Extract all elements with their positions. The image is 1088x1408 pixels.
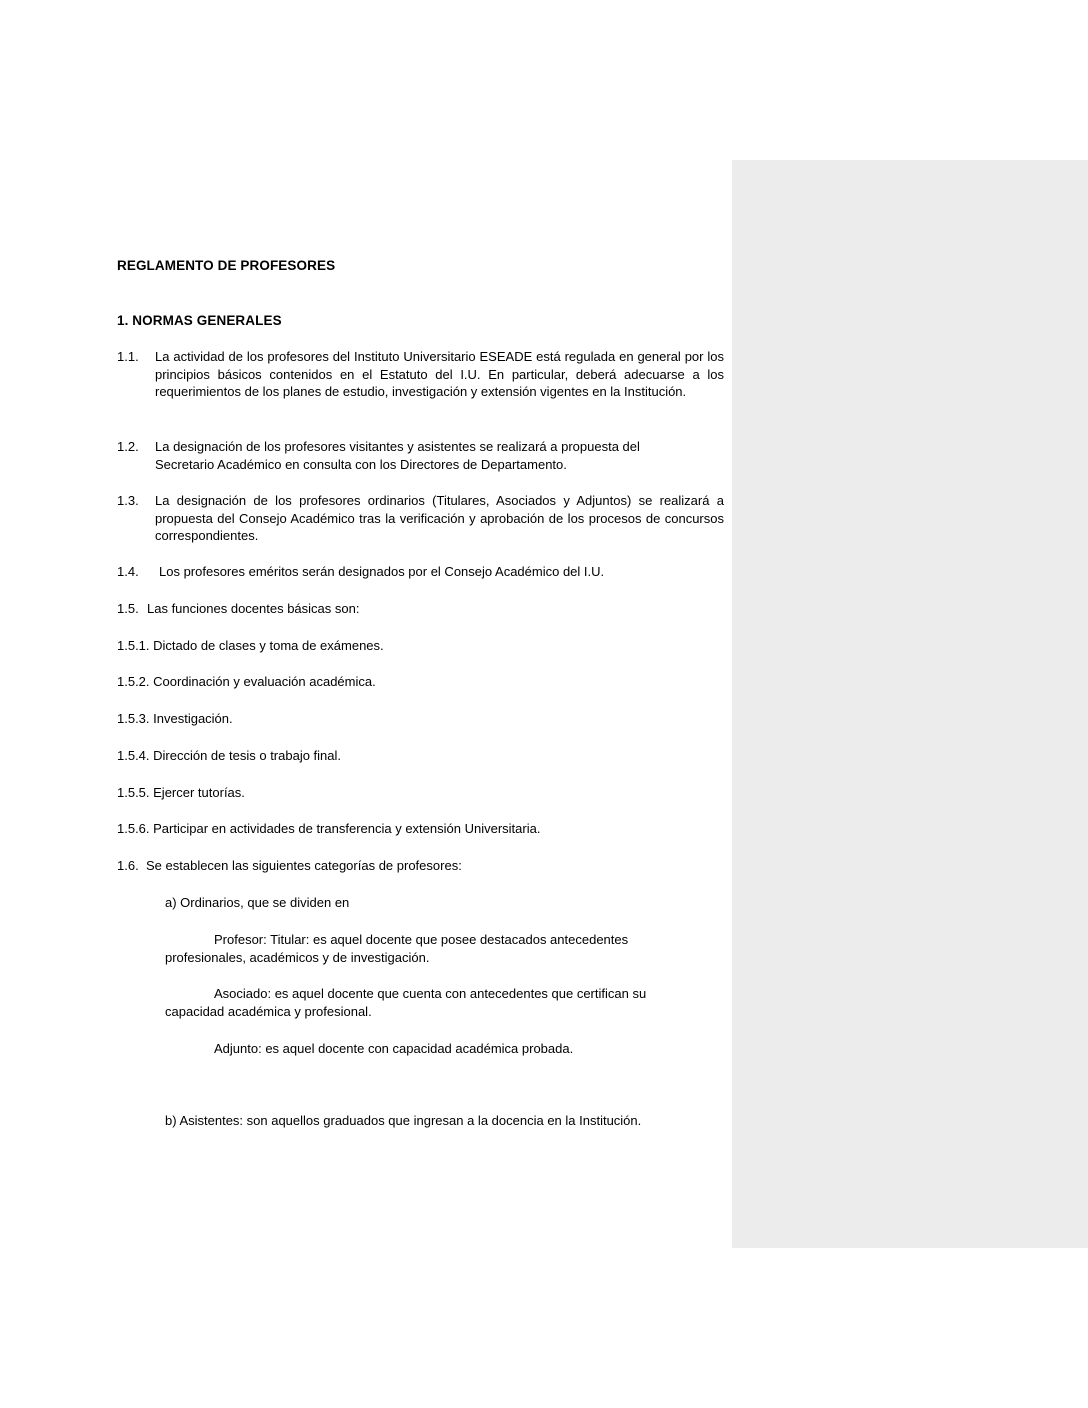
list-item [117,857,724,875]
function-item: 1.5.3. Investigación. [117,711,233,726]
list-item [117,438,724,473]
function-item: 1.5.2. Coordinación y evaluación académica. [117,674,376,689]
function-item: 1.5.1. Dictado de clases y toma de exámenes. [117,638,384,653]
category-adjunto: Adjunto: es aquel docente con capacidad académica probada. [214,1041,574,1056]
category-asociado: Asociado: es aquel docente que cuenta con antecedentes que certifican su capacidad académica y profesional. [165,986,647,1019]
item-text: Los profesores eméritos serán designados por el Consejo Académico del I.U. [159,564,605,579]
item-text: La designación de los profesores visitantes y asistentes se realizará a propuesta del Secretario Académico en consulta con los Directores de Departamento. [155,439,640,472]
item-number: 1.4. [117,564,139,579]
item-text: La actividad de los profesores del Instituto Universitario ESEADE está regulada en general por los principios básicos contenidos en el Estatuto del I.U. En particular, deberá adecuarse a los requerimientos de los planes de estudio, investigación y extensión vigentes en la Institución. [155,349,724,399]
ordinarios-intro: a) Ordinarios, que se dividen en [165,895,350,910]
list-item [117,492,724,545]
list-item [117,563,724,581]
function-item: 1.5.4. Dirección de tesis o trabajo final. [117,748,342,763]
item-text: Las funciones docentes básicas son: [147,601,360,616]
item-text: Se establecen las siguientes categorías de profesores: [146,858,462,873]
list-item [117,600,724,618]
item-number: 1.5. [117,601,139,616]
item-number: 1.2. [117,439,139,454]
category-titular: Profesor: Titular: es aquel docente que posee destacados antecedentes profesionales, académicos y de investigación. [165,932,629,965]
function-item: 1.5.5. Ejercer tutorías. [117,785,245,800]
document-title: REGLAMENTO DE PROFESORES [117,258,336,273]
item-text: La designación de los profesores ordinarios (Titulares, Asociados y Adjuntos) se realizará a propuesta del Consejo Académico tras la verificación y aprobación de los procesos de concursos correspondientes. [155,493,724,543]
comment-margin-pane [732,160,1088,1248]
list-item [117,348,724,401]
item-number: 1.1. [117,349,139,364]
function-item: 1.5.6. Participar en actividades de transferencia y extensión Universitaria. [117,821,541,836]
asistentes-item: b) Asistentes: son aquellos graduados que ingresan a la docencia en la Institución. [165,1113,642,1128]
section-heading: 1. NORMAS GENERALES [117,313,282,328]
item-number: 1.6. [117,858,139,873]
item-number: 1.3. [117,493,139,508]
